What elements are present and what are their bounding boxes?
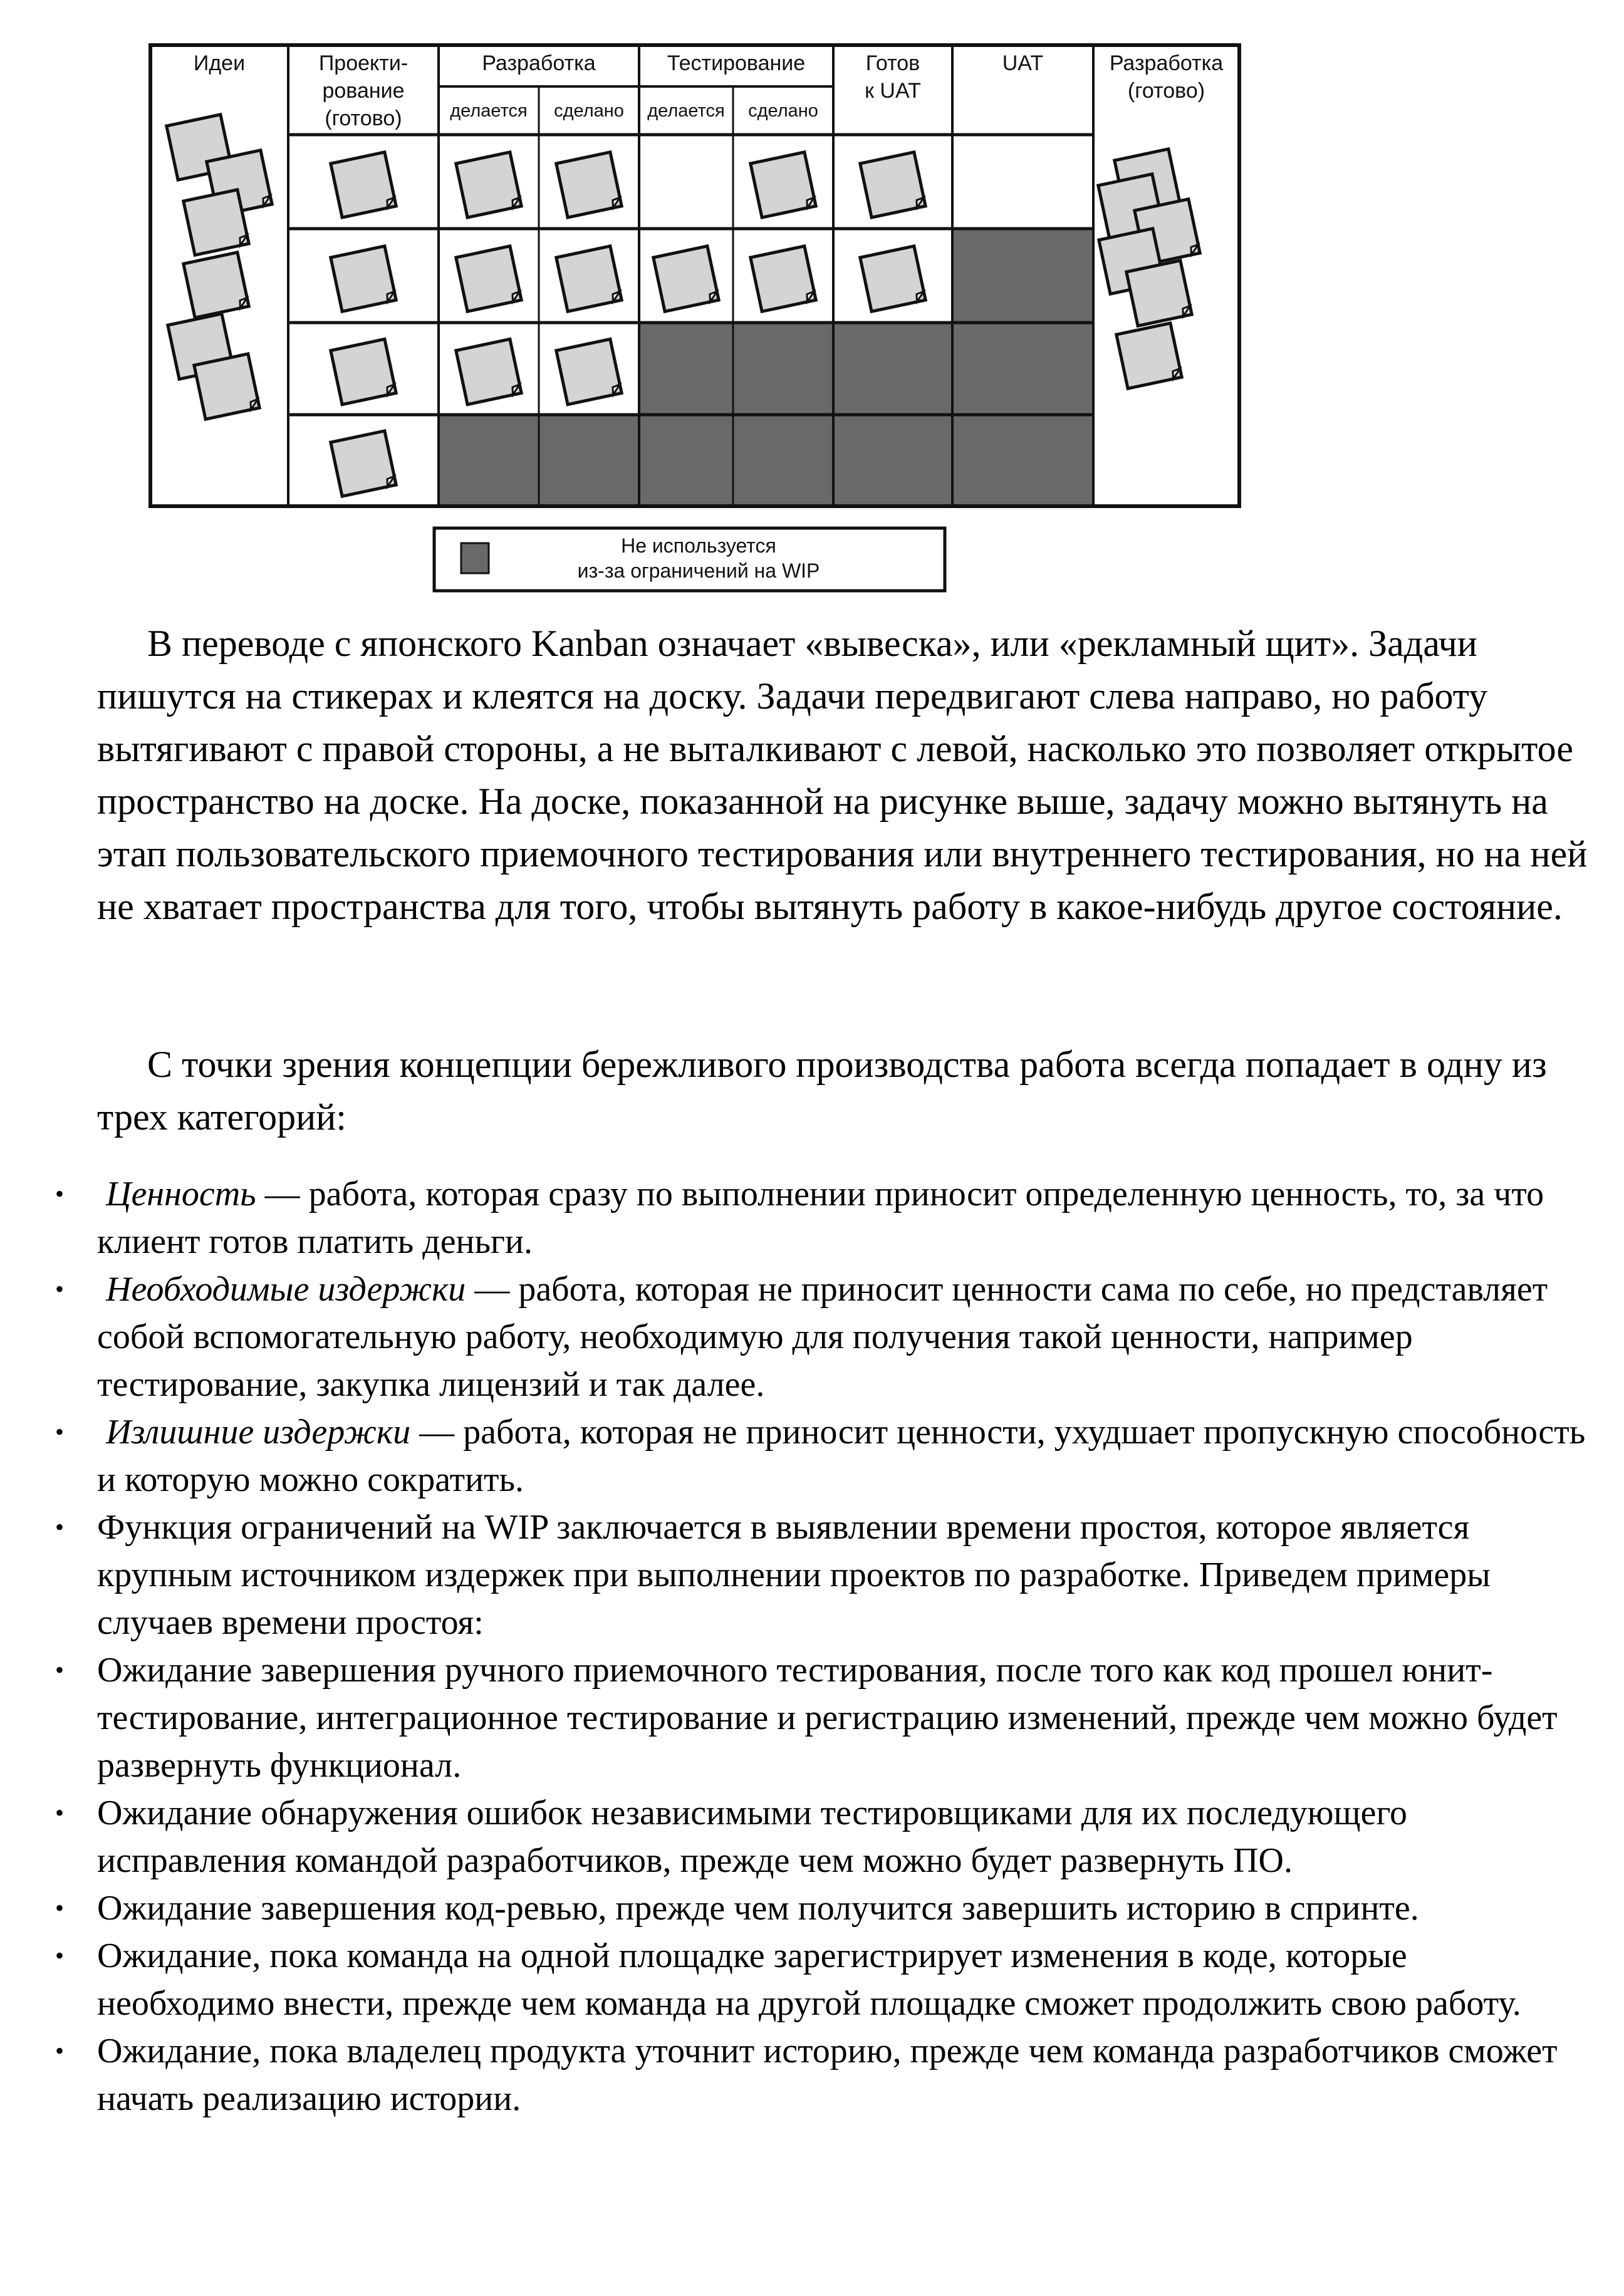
bullet-text: Ожидание завершения ручного приемочного тестирования, после того как код прошел юнит-тестирование, интеграционное тестирование и регистрацию изменений, прежде чем можно будет развернуть функционал. [97, 1651, 1558, 1785]
sticky-note-body [456, 152, 521, 217]
sticky-note [556, 339, 622, 404]
sticky-note-body [653, 246, 719, 311]
sticky-note [556, 152, 622, 217]
sticky-note [331, 431, 396, 496]
kanban-board-figure [0, 0, 1624, 626]
list-item [50, 1884, 1591, 1932]
bullet-text: Ожидание, пока команда на одной площадке зарегистрирует изменения в коде, которые необходимо внести, прежде чем команда на другой площадке сможет продолжить свою работу. [97, 1936, 1521, 2023]
bullet-term: Ценность [106, 1175, 256, 1213]
blocked-cell [833, 415, 952, 506]
blocked-cell [639, 323, 733, 415]
column-header-design: (готово) [325, 106, 402, 130]
sticky-note-body [860, 152, 925, 217]
bullet-term: Необходимые издержки [106, 1270, 466, 1309]
column-header-ideas: Идеи [193, 51, 246, 75]
bullet-icon: • [55, 2037, 65, 2065]
sticky-note [1116, 323, 1182, 388]
subcolumn-header: делается [647, 101, 725, 121]
sticky-note [184, 190, 249, 255]
bullet-text: Функция ограничений на WIP заключается в выявлении времени простоя, которое является крупным источником издержек при выполнении проектов по разработке. Приведем примеры случаев времени простоя: [97, 1508, 1491, 1642]
sticky-note [456, 152, 521, 217]
paragraph-kanban-intro-text: В переводе с японского Kanban означает «вывеска», или «рекламный щит». Задачи пишутся на стикерах и клеятся на доску. Задачи передвигают слева направо, но работу вытягивают с правой стороны, а не выталкивают с левой, насколько это позволяет открытое пространство на доске. На доске, показанной на рисунке выше, задачу можно вытянуть на этап пользовательского приемочного тестирования или внутреннего тестирования, но на ней не хватает пространства для того, чтобы вытянуть работу в какое-нибудь другое состояние. [97, 623, 1588, 927]
subcolumn-header: сделано [554, 101, 624, 121]
sticky-note-body [184, 190, 249, 255]
sticky-note-body [331, 152, 396, 217]
paragraph-lean-categories [97, 1038, 1588, 1143]
list-item [50, 1646, 1591, 1789]
column-header-done: Разработка [1109, 51, 1224, 75]
bullet-text: Ожидание завершения код-ревью, прежде чем получится завершить историю в спринте. [97, 1889, 1419, 1928]
sticky-note [184, 252, 249, 318]
blocked-cell [733, 323, 833, 415]
bullet-icon: • [55, 1894, 65, 1922]
paragraph-kanban-intro [97, 617, 1588, 933]
list-item [50, 1504, 1591, 1646]
sticky-note-body [556, 246, 622, 311]
bullet-icon: • [55, 1180, 65, 1208]
bullet-icon: • [55, 1418, 65, 1446]
column-header-design: рование [322, 79, 405, 103]
sticky-note [1127, 261, 1192, 326]
list-item [50, 1932, 1591, 2027]
list-item [50, 1789, 1591, 1884]
sticky-note-body [556, 339, 622, 404]
column-header-design: Проекти- [318, 51, 409, 75]
sticky-note [860, 152, 925, 217]
list-item [50, 1265, 1591, 1408]
bullet-text: — работа, которая сразу по выполнении приносит определенную ценность, то, за что клиент готов платить деньги. [97, 1175, 1544, 1261]
sticky-note [751, 152, 816, 217]
sticky-note [456, 339, 521, 404]
sticky-note [653, 246, 719, 311]
blocked-cell [952, 415, 1093, 506]
column-header-uat: UAT [1002, 51, 1044, 75]
list-item [50, 1170, 1591, 1265]
bullet-term: Излишние издержки [106, 1413, 411, 1452]
sticky-note [751, 246, 816, 311]
bullet-text: — работа, которая не приносит ценности, ухудшает пропускную способность и которую можно сократить. [97, 1413, 1586, 1499]
sticky-note-body [456, 246, 521, 311]
board-header [194, 51, 1223, 130]
bullet-text: Ожидание, пока владелец продукта уточнит историю, прежде чем команда разработчиков сможет начать реализацию истории. [97, 2032, 1558, 2118]
sticky-note-body [751, 152, 816, 217]
list-item [50, 1408, 1591, 1504]
bullet-text: — работа, которая не приносит ценности сама по себе, но представляет собой вспомогательную работу, необходимую для получения такой ценности, например тестирование, закупка лицензий и так далее. [97, 1270, 1548, 1404]
sticky-note-body [456, 339, 521, 404]
subcolumn-header: сделано [748, 101, 818, 121]
sticky-note [331, 339, 396, 404]
leading-space [97, 1413, 106, 1452]
sticky-note-body [194, 354, 259, 419]
sticky-note-body [1127, 261, 1192, 326]
leading-space [97, 1270, 106, 1309]
leading-space [97, 1175, 106, 1213]
bullet-list [50, 1170, 1591, 2122]
sticky-note [456, 246, 521, 311]
blocked-cell [439, 415, 539, 506]
sticky-note-body [331, 339, 396, 404]
legend [434, 528, 945, 591]
bullet-icon: • [55, 1275, 65, 1303]
legend-label: Не используется [621, 534, 776, 557]
sticky-note-body [860, 246, 925, 311]
blocked-cell [539, 415, 639, 506]
column-header-ready_uat: Готов [865, 51, 920, 75]
sticky-note-body [1116, 323, 1182, 388]
bullet-icon: • [55, 1656, 65, 1684]
blocked-cell [952, 323, 1093, 415]
bullet-icon: • [55, 1941, 65, 1970]
sticky-note-body [331, 246, 396, 311]
column-header-test: Тестирование [667, 51, 806, 75]
bullet-icon: • [55, 1513, 65, 1541]
sticky-note [331, 152, 396, 217]
legend-label: из-за ограничений на WIP [577, 559, 820, 582]
blocked-cell [733, 415, 833, 506]
blocked-cell [639, 415, 733, 506]
column-header-ready_uat: к UAT [865, 79, 921, 103]
paragraph-lean-categories-text: С точки зрения концепции бережливого производства работа всегда попадает в одну из трех категорий: [97, 1044, 1547, 1138]
list-item [50, 2027, 1591, 2122]
sticky-note [860, 246, 925, 311]
sticky-note [194, 354, 259, 419]
subcolumn-header: делается [450, 101, 528, 121]
bullet-icon: • [55, 1799, 65, 1827]
sticky-note-body [331, 431, 396, 496]
sticky-note-body [184, 252, 249, 318]
bullet-text: Ожидание обнаружения ошибок независимыми тестировщиками для их последующего исправления командой разработчиков, прежде чем можно будет развернуть ПО. [97, 1794, 1408, 1880]
column-header-done: (готово) [1127, 79, 1205, 103]
sticky-note-body [556, 152, 622, 217]
sticky-note [331, 246, 396, 311]
sticky-note [556, 246, 622, 311]
sticky-note-body [751, 246, 816, 311]
blocked-cell [952, 229, 1093, 323]
blocked-cell [833, 323, 952, 415]
legend-swatch-blocked [461, 543, 489, 573]
column-header-dev: Разработка [482, 51, 596, 75]
